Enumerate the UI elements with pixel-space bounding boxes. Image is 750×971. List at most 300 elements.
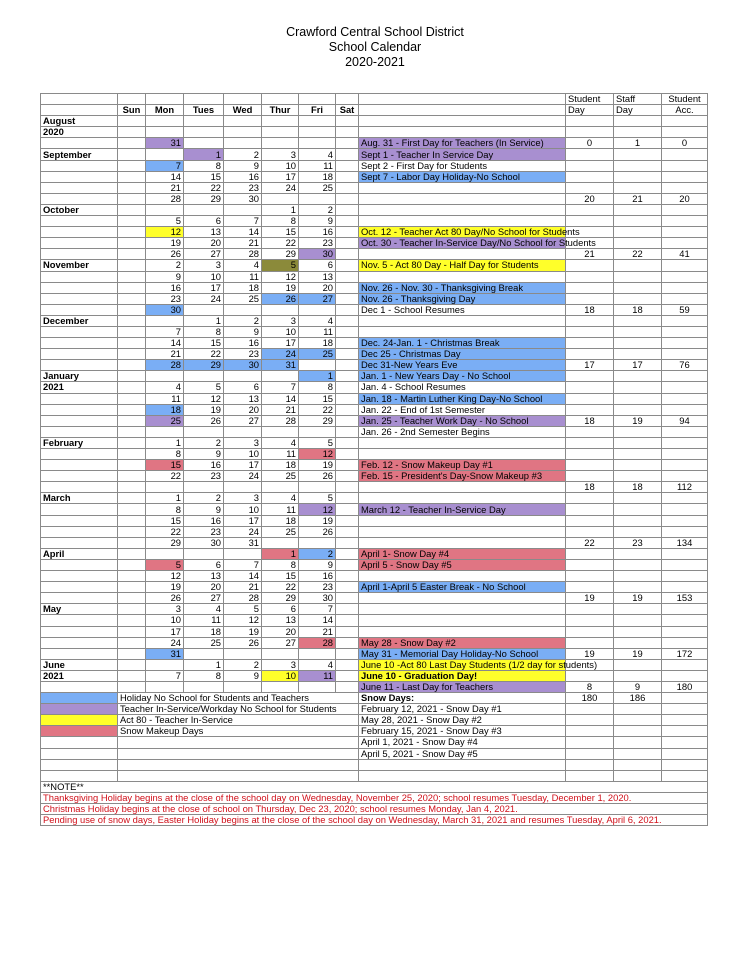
student-day-header: Student [566,94,614,105]
student-acc-count [662,559,708,570]
legend-text [118,759,359,770]
day-cell [336,216,359,227]
day-cell [336,681,359,692]
calendar-week-row [41,260,708,271]
day-cell: 20 [262,626,299,637]
event-note [359,648,566,659]
day-cell: 25 [146,415,184,426]
legend-row [41,748,708,759]
day-cell [118,293,146,304]
day-cell [118,537,146,548]
day-cell: 5 [299,437,336,448]
day-cell: 5 [146,559,184,570]
staff-day-header-2: Day [614,105,662,116]
student-acc-count: 112 [662,482,708,493]
event-note [359,604,566,615]
month-label [41,360,118,371]
calendar-week-row [41,449,708,460]
staff-day-count [614,315,662,326]
day-cell [118,449,146,460]
legend-swatch [41,693,118,704]
staff-day-count: 18 [614,304,662,315]
legend-text [118,748,359,759]
day-cell: 17 [224,460,262,471]
student-day-header-2: Day [566,105,614,116]
student-acc-count [662,471,708,482]
day-cell: 13 [184,571,224,582]
student-day-count [566,626,614,637]
day-cell: 4 [184,604,224,615]
student-day-count: 22 [566,537,614,548]
day-cell [118,471,146,482]
total-staff-days [614,759,662,770]
legend-empty [662,726,708,737]
day-cell [118,681,146,692]
day-cell: 28 [262,415,299,426]
day-cell [336,127,359,138]
calendar-week-row [41,482,708,493]
month-label: January [41,371,118,382]
day-cell: 24 [262,182,299,193]
month-label [41,449,118,460]
day-cell [336,304,359,315]
student-day-count [566,559,614,570]
day-cell: 9 [184,504,224,515]
day-cell: 2 [184,493,224,504]
day-cell: 28 [299,637,336,648]
calendar-week-row [41,537,708,548]
event-note [359,637,566,648]
day-cell: 16 [224,338,262,349]
day-cell [184,116,224,127]
student-day-count: 19 [566,648,614,659]
staff-day-count [614,116,662,127]
month-label: August [41,116,118,127]
month-label: March [41,493,118,504]
event-note-text: April 1- Snow Day #4 [361,547,450,559]
day-cell: 10 [184,271,224,282]
day-cell: 31 [146,648,184,659]
day-cell [262,648,299,659]
student-day-count [566,282,614,293]
total-staff-days [614,737,662,748]
staff-day-count [614,460,662,471]
district-name: Crawford Central School District [286,25,464,39]
day-cell: 13 [224,393,262,404]
event-note-text: Sept 2 - First Day for Students [361,159,488,171]
student-day-count [566,349,614,360]
day-cell: 15 [262,571,299,582]
day-cell [262,193,299,204]
day-cell: 16 [299,571,336,582]
day-cell: 6 [224,382,262,393]
day-cell: 4 [146,382,184,393]
calendar-table [40,93,708,826]
day-cell [184,681,224,692]
staff-day-count [614,238,662,249]
day-cell: 31 [224,537,262,548]
day-cell [262,426,299,437]
calendar-week-row [41,282,708,293]
day-cell: 24 [184,293,224,304]
calendar-week-row [41,593,708,604]
day-cell [118,315,146,326]
total-student-days: 180 [566,693,614,704]
day-cell [118,493,146,504]
day-cell: 9 [299,559,336,570]
day-cell: 15 [299,393,336,404]
day-cell [336,160,359,171]
day-cell: 4 [262,493,299,504]
day-cell: 6 [262,604,299,615]
day-cell [118,615,146,626]
student-day-count [566,504,614,515]
day-cell [118,582,146,593]
day-cell [118,204,146,215]
day-cell [336,571,359,582]
note-thanksgiving: Thanksgiving Holiday begins at the close of the school day on Wednesday, November 25, 2020; school resumes Tuesday, December 1, 2020. [41,792,708,803]
month-label [41,571,118,582]
day-cell: 4 [262,437,299,448]
legend-row [41,726,708,737]
calendar-week-row [41,404,708,415]
day-cell: 7 [262,382,299,393]
day-cell [146,482,184,493]
day-cell [336,404,359,415]
student-acc-count: 59 [662,304,708,315]
day-cell [146,204,184,215]
student-acc-count [662,271,708,282]
day-cell: 23 [224,182,262,193]
day-cell: 27 [184,249,224,260]
event-note [359,116,566,127]
event-note [359,182,566,193]
day-cell: 14 [262,393,299,404]
total-staff-days [614,770,662,781]
day-cell: 7 [146,326,184,337]
day-cell [262,138,299,149]
day-cell: 22 [146,526,184,537]
day-cell [336,493,359,504]
staff-day-header: Staff [614,94,662,105]
day-cell [299,138,336,149]
staff-day-count [614,571,662,582]
student-acc-count [662,116,708,127]
day-cell: 9 [299,216,336,227]
student-day-count [566,371,614,382]
day-cell [336,326,359,337]
student-day-count: 18 [566,482,614,493]
student-acc-count [662,571,708,582]
day-cell: 25 [299,182,336,193]
event-note [359,404,566,415]
student-day-count [566,149,614,160]
day-cell: 2 [224,149,262,160]
event-note-text: Jan. 18 - Martin Luther King Day-No School [361,392,543,404]
student-day-count [566,471,614,482]
sat-header: Sat [336,105,359,116]
day-cell [118,437,146,448]
day-cell: 11 [146,393,184,404]
day-cell: 15 [146,460,184,471]
day-cell: 24 [146,637,184,648]
day-cell [299,304,336,315]
legend-swatch [41,770,118,781]
day-cell [299,127,336,138]
day-cell: 5 [224,604,262,615]
staff-day-count [614,216,662,227]
day-cell [299,681,336,692]
day-cell [118,460,146,471]
day-cell [336,659,359,670]
calendar-week-row [41,559,708,570]
calendar-week-row [41,116,708,127]
legend-section [41,693,708,782]
calendar-week-row [41,548,708,559]
day-cell: 21 [146,349,184,360]
day-cell [184,426,224,437]
day-cell [336,504,359,515]
day-cell: 21 [146,182,184,193]
day-cell: 11 [184,615,224,626]
student-day-count: 8 [566,681,614,692]
day-cell [118,604,146,615]
day-cell [299,648,336,659]
day-cell: 30 [299,593,336,604]
student-acc-count: 172 [662,648,708,659]
day-cell: 1 [262,204,299,215]
event-note-text: Feb. 15 - President's Day-Snow Makeup #3 [361,470,543,482]
month-label: November [41,260,118,271]
day-cell: 8 [146,449,184,460]
student-acc-count [662,171,708,182]
month-label: October [41,204,118,215]
event-note-text: March 12 - Teacher In-Service Day [361,503,506,515]
day-cell: 1 [299,371,336,382]
student-acc-count: 20 [662,193,708,204]
calendar-week-row [41,493,708,504]
calendar-week-row [41,149,708,160]
day-cell [118,138,146,149]
calendar-week-row [41,604,708,615]
legend-text [118,770,359,781]
staff-day-count [614,149,662,160]
day-cell [118,116,146,127]
day-cell: 11 [299,670,336,681]
staff-day-count [614,160,662,171]
legend-row [41,693,708,704]
total-staff-days [614,715,662,726]
day-cell: 29 [184,360,224,371]
day-cell [336,293,359,304]
student-day-count [566,204,614,215]
total-student-days [566,748,614,759]
calendar-week-row [41,615,708,626]
month-label [41,216,118,227]
day-cell [262,116,299,127]
day-cell: 12 [262,271,299,282]
day-cell [118,382,146,393]
calendar-week-row [41,681,708,692]
month-label [41,138,118,149]
month-label [41,271,118,282]
event-note [359,216,566,227]
snow-day-entry: April 1, 2021 - Snow Day #4 [359,737,566,748]
student-acc-header: Student [662,94,708,105]
day-cell [146,149,184,160]
total-staff-days [614,726,662,737]
day-cell: 18 [262,460,299,471]
student-day-count [566,449,614,460]
event-note [359,338,566,349]
day-cell: 20 [184,582,224,593]
day-cell: 21 [224,582,262,593]
day-cell: 20 [184,238,224,249]
student-day-count [566,293,614,304]
day-cell [118,371,146,382]
student-acc-count [662,371,708,382]
day-cell [336,315,359,326]
day-cell [118,360,146,371]
day-cell: 12 [299,504,336,515]
staff-day-count [614,582,662,593]
student-acc-count [662,659,708,670]
staff-day-count: 23 [614,537,662,548]
day-cell: 17 [262,338,299,349]
day-cell: 9 [224,670,262,681]
day-cell: 23 [224,349,262,360]
staff-day-count: 19 [614,648,662,659]
legend-text: Holiday No School for Students and Teachers [118,693,359,704]
legend-row [41,759,708,770]
student-day-count: 18 [566,415,614,426]
day-cell: 25 [299,349,336,360]
day-cell: 9 [224,326,262,337]
student-day-count [566,315,614,326]
staff-day-count [614,282,662,293]
day-cell: 19 [184,404,224,415]
month-label [41,393,118,404]
day-cell [299,193,336,204]
calendar-week-row [41,138,708,149]
month-label [41,637,118,648]
day-cell: 3 [262,315,299,326]
student-day-count [566,493,614,504]
month-label: 2020 [41,127,118,138]
day-cell: 25 [262,471,299,482]
day-cell: 26 [224,637,262,648]
day-cell: 28 [146,360,184,371]
day-cell [224,681,262,692]
event-note [359,415,566,426]
day-cell: 12 [299,449,336,460]
day-cell: 20 [299,282,336,293]
day-cell: 29 [184,193,224,204]
day-cell: 13 [262,615,299,626]
event-note-text: Jan. 1 - New Years Day - No School [361,370,511,382]
event-note [359,171,566,182]
note-row [41,804,708,815]
student-acc-count [662,582,708,593]
staff-day-count [614,382,662,393]
day-cell [299,537,336,548]
legend-empty [662,693,708,704]
day-cell [262,681,299,692]
day-cell: 2 [146,260,184,271]
school-year: 2020-2021 [345,55,405,69]
student-acc-count [662,149,708,160]
staff-day-count: 21 [614,193,662,204]
day-cell [262,127,299,138]
day-cell [118,127,146,138]
month-label [41,182,118,193]
month-label [41,160,118,171]
day-cell: 26 [146,249,184,260]
event-note-text: Sept 7 - Labor Day Holiday-No School [361,170,520,182]
student-day-count [566,326,614,337]
day-cell [118,326,146,337]
legend-row [41,715,708,726]
day-cell: 7 [224,216,262,227]
event-note [359,260,566,271]
total-student-days [566,704,614,715]
day-cell: 18 [299,338,336,349]
event-note-text: April 5 - Snow Day #5 [361,558,452,570]
legend-empty [662,715,708,726]
event-note [359,193,566,204]
wed-header: Wed [224,105,262,116]
staff-day-count [614,449,662,460]
student-acc-count [662,382,708,393]
day-cell [184,138,224,149]
day-cell [118,659,146,670]
day-cell [299,360,336,371]
calendar-week-row [41,437,708,448]
day-cell: 26 [299,471,336,482]
day-cell: 30 [299,249,336,260]
event-note-text: Jan. 22 - End of 1st Semester [361,403,486,415]
day-cell [336,238,359,249]
day-cell: 10 [146,615,184,626]
day-cell [299,426,336,437]
event-note [359,681,566,692]
month-label [41,238,118,249]
day-cell: 8 [184,670,224,681]
day-cell: 1 [262,548,299,559]
day-cell [336,526,359,537]
legend-text: Act 80 - Teacher In-Service [118,715,359,726]
event-note [359,382,566,393]
day-cell [184,482,224,493]
day-cell [118,249,146,260]
student-day-count [566,216,614,227]
event-note-text: Jan. 4 - School Resumes [361,381,466,393]
day-cell [118,482,146,493]
snow-day-entry [359,759,566,770]
legend-empty [662,748,708,759]
event-note [359,537,566,548]
month-label [41,526,118,537]
note-christmas: Christmas Holiday begins at the close of school on Thursday, Dec 23, 2020; school resumes Monday, Jan 4, 2021. [41,804,708,815]
event-note-text: Dec 1 - School Resumes [361,303,465,315]
day-cell [336,593,359,604]
day-cell [146,659,184,670]
day-cell [118,338,146,349]
total-staff-days [614,704,662,715]
day-cell [336,471,359,482]
legend-row [41,704,708,715]
day-cell [118,227,146,238]
